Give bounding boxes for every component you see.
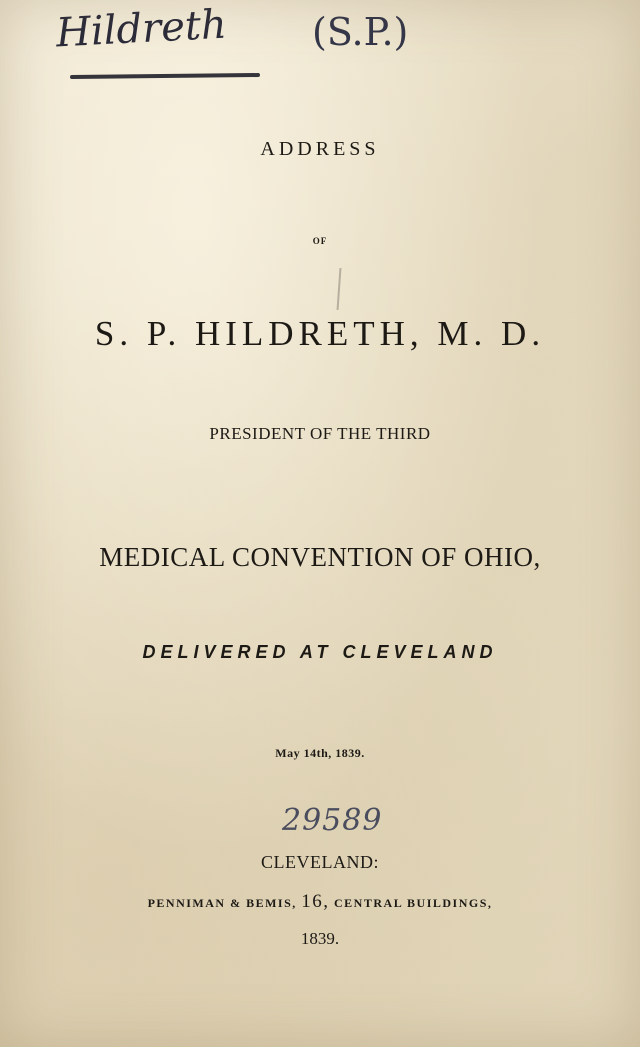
publication-place: CLEVELAND: bbox=[261, 852, 379, 872]
connector-of: OF bbox=[312, 236, 328, 246]
delivered-line: DELIVERED AT CLEVELAND bbox=[142, 642, 498, 662]
publication-year: 1839. bbox=[300, 929, 340, 948]
handwritten-catalog-number: 29589 bbox=[282, 803, 383, 838]
handwritten-signature: Hildreth bbox=[54, 1, 228, 57]
handwritten-underline bbox=[70, 73, 260, 79]
heading-address: ADDRESS bbox=[260, 138, 380, 160]
convention-title: MEDICAL CONVENTION OF OHIO, bbox=[99, 542, 541, 572]
publisher-address: CENTRAL BUILDINGS, bbox=[334, 896, 493, 910]
author-role: PRESIDENT OF THE THIRD bbox=[209, 424, 431, 443]
publisher-name: PENNIMAN & BEMIS, bbox=[147, 896, 297, 910]
publisher-number: 16, bbox=[301, 891, 330, 912]
publisher-line bbox=[0, 891, 640, 913]
pencil-mark bbox=[337, 268, 342, 310]
author-name: S. P. HILDRETH, M. D. bbox=[94, 314, 546, 353]
delivery-date: May 14th, 1839. bbox=[275, 746, 365, 760]
handwritten-initials: (S.P.) bbox=[312, 10, 409, 54]
